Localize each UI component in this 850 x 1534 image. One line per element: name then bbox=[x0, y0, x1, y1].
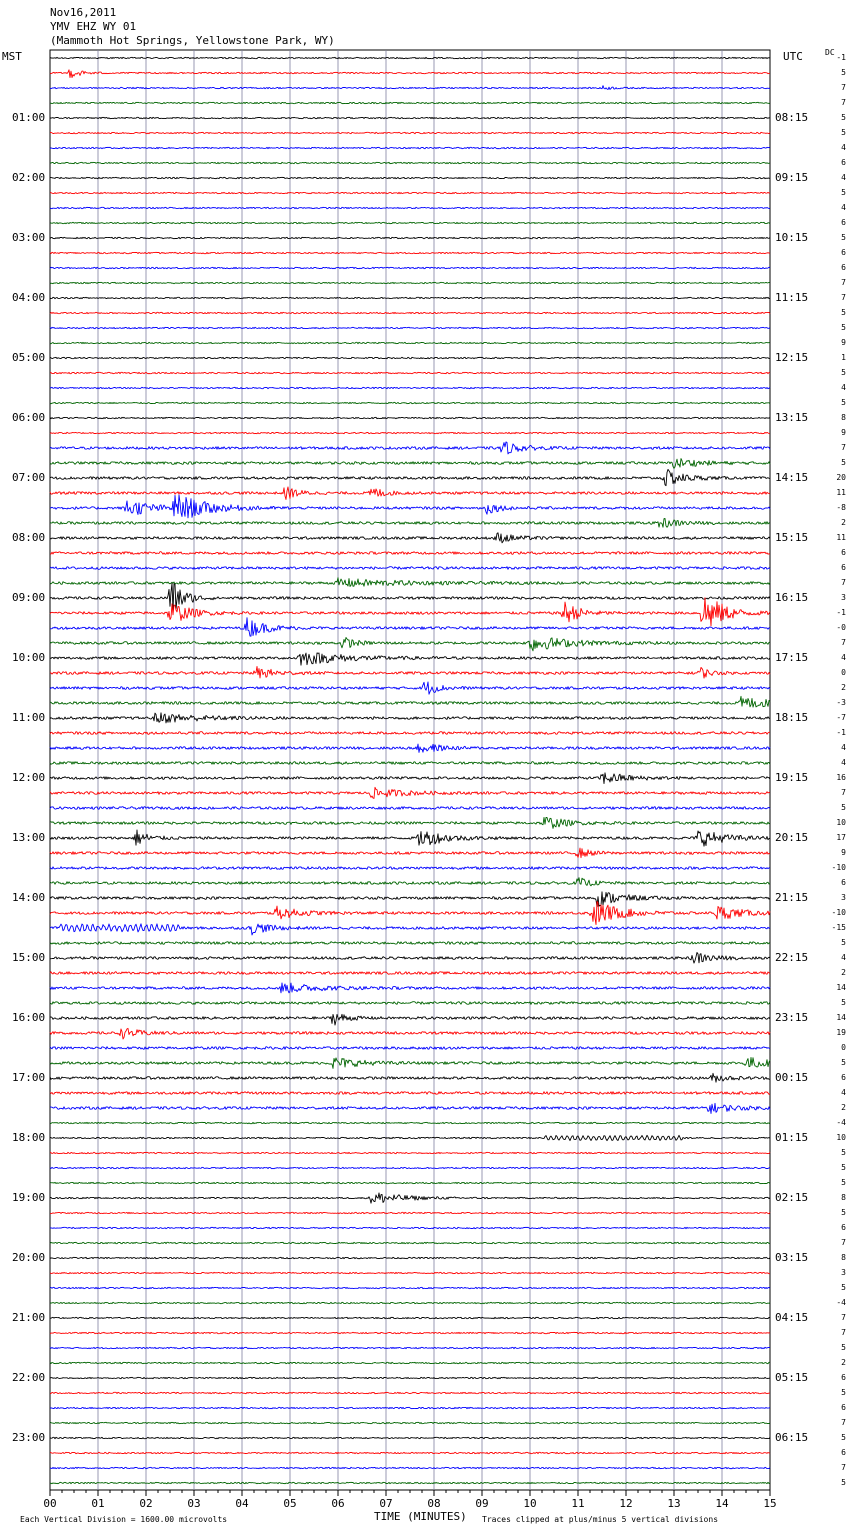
left-time-label: 23:00 bbox=[12, 1431, 46, 1444]
dc-offset-value: 7 bbox=[841, 578, 846, 587]
trace-row-18 bbox=[50, 327, 770, 328]
dc-offset-value: 9 bbox=[841, 428, 846, 437]
right-time-label: 12:15 bbox=[775, 351, 809, 364]
dc-offset-value: 7 bbox=[841, 1418, 846, 1427]
dc-offset-value: 5 bbox=[841, 1433, 846, 1442]
dc-offset-value: 4 bbox=[841, 203, 846, 212]
dc-offset-value: -10 bbox=[831, 908, 846, 917]
trace-row-49 bbox=[50, 787, 770, 798]
x-tick-label: 05 bbox=[283, 1497, 297, 1510]
trace-row-82 bbox=[50, 1287, 770, 1288]
dc-offset-value: 11 bbox=[836, 488, 846, 497]
x-tick-label: 08 bbox=[427, 1497, 441, 1510]
clipping-note: Traces clipped at plus/minus 5 vertical divisions bbox=[482, 1515, 719, 1524]
trace-row-93 bbox=[50, 1452, 770, 1453]
right-time-label: 16:15 bbox=[775, 591, 809, 604]
trace-row-92 bbox=[50, 1437, 770, 1438]
dc-offset-value: 5 bbox=[841, 1343, 846, 1352]
trace-row-61 bbox=[50, 972, 770, 975]
dc-offset-value: 4 bbox=[841, 758, 846, 767]
dc-offset-value: 0 bbox=[841, 668, 846, 677]
trace-row-13 bbox=[50, 252, 770, 253]
x-tick-label: 11 bbox=[571, 1497, 585, 1510]
trace-row-72 bbox=[50, 1135, 770, 1140]
trace-row-30 bbox=[50, 495, 770, 518]
trace-row-80 bbox=[50, 1257, 770, 1258]
trace-row-28 bbox=[50, 469, 770, 485]
trace-row-52 bbox=[50, 830, 770, 846]
dc-offset-value: 4 bbox=[841, 953, 846, 962]
vertical-division-note: Each Vertical Division = 1600.00 microvolts bbox=[20, 1515, 228, 1524]
dc-offset-value: 7 bbox=[841, 293, 846, 302]
x-tick-label: 07 bbox=[379, 1497, 393, 1510]
left-timezone-label: MST bbox=[2, 50, 22, 63]
x-axis-title: TIME (MINUTES) bbox=[374, 1510, 467, 1523]
trace-row-19 bbox=[50, 342, 770, 343]
dc-offset-value: 19 bbox=[836, 1028, 846, 1037]
trace-row-75 bbox=[50, 1182, 770, 1183]
right-time-label: 11:15 bbox=[775, 291, 809, 304]
right-timezone-label: UTC bbox=[783, 50, 803, 63]
dc-offset-value: 3 bbox=[841, 593, 846, 602]
dc-offset-value: 9 bbox=[841, 848, 846, 857]
dc-offset-value: 5 bbox=[841, 1208, 846, 1217]
dc-offset-value: 2 bbox=[841, 518, 846, 527]
dc-offset-value: 2 bbox=[841, 1103, 846, 1112]
right-time-label: 05:15 bbox=[775, 1371, 809, 1384]
dc-offset-value: 6 bbox=[841, 1373, 846, 1382]
dc-offset-value: -8 bbox=[836, 503, 846, 512]
right-time-label: 06:15 bbox=[775, 1431, 809, 1444]
dc-offset-value: 8 bbox=[841, 1253, 846, 1262]
dc-offset-value: 4 bbox=[841, 653, 846, 662]
dc-offset-value: -1 bbox=[836, 608, 846, 617]
right-time-label: 15:15 bbox=[775, 531, 809, 544]
dc-offset-value: 20 bbox=[836, 473, 846, 482]
dc-offset-value: 6 bbox=[841, 878, 846, 887]
left-time-label: 14:00 bbox=[12, 891, 46, 904]
dc-offset-value: -1 bbox=[836, 728, 846, 737]
dc-offset-value: -4 bbox=[836, 1118, 846, 1127]
left-time-label: 11:00 bbox=[12, 711, 46, 724]
dc-offset-value: 3 bbox=[841, 893, 846, 902]
trace-row-46 bbox=[50, 744, 770, 752]
trace-row-62 bbox=[50, 983, 770, 993]
dc-offset-value: 7 bbox=[841, 443, 846, 452]
trace-row-37 bbox=[50, 598, 770, 626]
dc-offset-value: 4 bbox=[841, 383, 846, 392]
dc-offset-value: -0 bbox=[836, 623, 846, 632]
trace-row-56 bbox=[50, 892, 770, 907]
dc-offset-value: 10 bbox=[836, 818, 846, 827]
trace-row-73 bbox=[50, 1152, 770, 1153]
dc-offset-value: -15 bbox=[831, 923, 846, 932]
left-time-label: 08:00 bbox=[12, 531, 46, 544]
trace-row-35 bbox=[50, 578, 770, 587]
left-time-label: 07:00 bbox=[12, 471, 46, 484]
trace-row-86 bbox=[50, 1347, 770, 1348]
trace-row-95 bbox=[50, 1482, 770, 1483]
trace-row-32 bbox=[50, 533, 770, 543]
dc-offset-value: 5 bbox=[841, 1478, 846, 1487]
dc-offset-value: 16 bbox=[836, 773, 846, 782]
dc-offset-value: 5 bbox=[841, 233, 846, 242]
trace-row-5 bbox=[50, 132, 770, 133]
dc-offset-value: 5 bbox=[841, 308, 846, 317]
x-tick-label: 15 bbox=[763, 1497, 777, 1510]
trace-row-15 bbox=[50, 282, 770, 283]
right-time-label: 02:15 bbox=[775, 1191, 809, 1204]
x-tick-label: 00 bbox=[43, 1497, 57, 1510]
right-time-label: 03:15 bbox=[775, 1251, 809, 1264]
dc-offset-value: -1 bbox=[836, 53, 846, 62]
dc-offset-value: -4 bbox=[836, 1298, 846, 1307]
trace-row-14 bbox=[50, 267, 770, 268]
trace-row-45 bbox=[50, 732, 770, 735]
dc-offset-value: 5 bbox=[841, 803, 846, 812]
trace-row-9 bbox=[50, 192, 770, 193]
right-time-label: 13:15 bbox=[775, 411, 809, 424]
trace-row-77 bbox=[50, 1212, 770, 1213]
dc-offset-value: 5 bbox=[841, 188, 846, 197]
trace-row-60 bbox=[50, 953, 770, 964]
trace-row-43 bbox=[50, 696, 770, 707]
dc-offset-value: 4 bbox=[841, 143, 846, 152]
dc-offset-value: 14 bbox=[836, 1013, 846, 1022]
right-time-label: 22:15 bbox=[775, 951, 809, 964]
dc-offset-value: 6 bbox=[841, 548, 846, 557]
trace-group bbox=[50, 57, 770, 1483]
trace-row-88 bbox=[50, 1377, 770, 1378]
trace-row-65 bbox=[50, 1028, 770, 1039]
dc-offset-value: 6 bbox=[841, 1403, 846, 1412]
trace-row-85 bbox=[50, 1332, 770, 1333]
dc-offset-value: 0 bbox=[841, 1043, 846, 1052]
trace-row-7 bbox=[50, 162, 770, 163]
dc-offset-value: -3 bbox=[836, 698, 846, 707]
x-tick-label: 09 bbox=[475, 1497, 489, 1510]
right-time-label: 21:15 bbox=[775, 891, 809, 904]
trace-row-8 bbox=[50, 177, 770, 178]
dc-offset-header: DC bbox=[825, 48, 835, 57]
dc-offset-value: 7 bbox=[841, 1313, 846, 1322]
trace-row-21 bbox=[50, 372, 770, 373]
dc-offset-value: 7 bbox=[841, 1463, 846, 1472]
dc-offset-value: 9 bbox=[841, 338, 846, 347]
dc-offset-value: 1 bbox=[841, 353, 846, 362]
left-time-label: 18:00 bbox=[12, 1131, 46, 1144]
right-time-label: 19:15 bbox=[775, 771, 809, 784]
trace-row-2 bbox=[50, 86, 770, 90]
x-tick-label: 02 bbox=[139, 1497, 153, 1510]
dc-offset-value: 5 bbox=[841, 458, 846, 467]
trace-row-78 bbox=[50, 1227, 770, 1228]
dc-offset-value: 10 bbox=[836, 1133, 846, 1142]
trace-row-1 bbox=[50, 70, 770, 78]
trace-row-20 bbox=[50, 357, 770, 358]
station-code: YMV EHZ WY 01 bbox=[50, 20, 137, 33]
left-time-label: 17:00 bbox=[12, 1071, 46, 1084]
left-time-label: 03:00 bbox=[12, 231, 46, 244]
left-time-label: 01:00 bbox=[12, 111, 46, 124]
dc-offset-value: 5 bbox=[841, 1148, 846, 1157]
x-tick-label: 14 bbox=[715, 1497, 729, 1510]
dc-offset-value: 5 bbox=[841, 938, 846, 947]
dc-offset-value: 2 bbox=[841, 968, 846, 977]
dc-offset-value: 6 bbox=[841, 158, 846, 167]
trace-row-94 bbox=[50, 1467, 770, 1468]
trace-row-26 bbox=[50, 442, 770, 454]
trace-row-69 bbox=[50, 1092, 770, 1095]
x-tick-label: 06 bbox=[331, 1497, 345, 1510]
right-time-label: 14:15 bbox=[775, 471, 809, 484]
dc-offset-value: 6 bbox=[841, 218, 846, 227]
right-time-label: 17:15 bbox=[775, 651, 809, 664]
trace-row-11 bbox=[50, 222, 770, 223]
trace-row-3 bbox=[50, 102, 770, 103]
x-tick-label: 13 bbox=[667, 1497, 681, 1510]
left-time-label: 13:00 bbox=[12, 831, 46, 844]
trace-row-48 bbox=[50, 773, 770, 784]
dc-offset-value: 6 bbox=[841, 1073, 846, 1082]
trace-row-10 bbox=[50, 207, 770, 208]
dc-offset-value: 3 bbox=[841, 1268, 846, 1277]
trace-row-59 bbox=[50, 942, 770, 945]
dc-offset-value: -7 bbox=[836, 713, 846, 722]
dc-offset-value: -10 bbox=[831, 863, 846, 872]
trace-row-25 bbox=[50, 432, 770, 433]
dc-offset-value: 5 bbox=[841, 368, 846, 377]
dc-offset-value: 6 bbox=[841, 263, 846, 272]
trace-row-34 bbox=[50, 567, 770, 570]
trace-row-42 bbox=[50, 682, 770, 694]
trace-row-70 bbox=[50, 1103, 770, 1113]
trace-row-90 bbox=[50, 1407, 770, 1408]
dc-offset-value: 5 bbox=[841, 128, 846, 137]
plot-date: Nov16,2011 bbox=[50, 6, 117, 19]
dc-offset-value: 7 bbox=[841, 98, 846, 107]
dc-offset-value: 7 bbox=[841, 1238, 846, 1247]
dc-offset-value: 7 bbox=[841, 83, 846, 92]
right-time-label: 00:15 bbox=[775, 1071, 809, 1084]
trace-row-57 bbox=[50, 901, 770, 924]
trace-row-33 bbox=[50, 552, 770, 555]
trace-row-66 bbox=[50, 1047, 770, 1050]
x-tick-label: 10 bbox=[523, 1497, 537, 1510]
trace-row-38 bbox=[50, 618, 770, 637]
trace-row-55 bbox=[50, 878, 770, 886]
left-time-label: 21:00 bbox=[12, 1311, 46, 1324]
dc-offset-value: 5 bbox=[841, 113, 846, 122]
dc-offset-value: 5 bbox=[841, 1058, 846, 1067]
trace-row-47 bbox=[50, 762, 770, 765]
trace-row-6 bbox=[50, 147, 770, 148]
left-time-label: 05:00 bbox=[12, 351, 46, 364]
right-time-label: 04:15 bbox=[775, 1311, 809, 1324]
dc-offset-value: 6 bbox=[841, 563, 846, 572]
dc-offset-value: 5 bbox=[841, 398, 846, 407]
left-time-label: 22:00 bbox=[12, 1371, 46, 1384]
left-time-label: 09:00 bbox=[12, 591, 46, 604]
trace-row-54 bbox=[50, 867, 770, 870]
trace-row-91 bbox=[50, 1422, 770, 1423]
trace-row-31 bbox=[50, 519, 770, 528]
x-tick-label: 01 bbox=[91, 1497, 105, 1510]
trace-row-87 bbox=[50, 1362, 770, 1363]
trace-row-16 bbox=[50, 297, 770, 298]
x-tick-label: 04 bbox=[235, 1497, 249, 1510]
trace-row-29 bbox=[50, 487, 770, 500]
trace-row-76 bbox=[50, 1193, 770, 1203]
dc-offset-value: 6 bbox=[841, 1448, 846, 1457]
trace-row-81 bbox=[50, 1272, 770, 1273]
dc-offset-value: 5 bbox=[841, 323, 846, 332]
left-time-label: 04:00 bbox=[12, 291, 46, 304]
dc-offset-value: 11 bbox=[836, 533, 846, 542]
dc-offset-value: 5 bbox=[841, 1178, 846, 1187]
dc-offset-value: 5 bbox=[841, 1283, 846, 1292]
right-time-label: 23:15 bbox=[775, 1011, 809, 1024]
trace-row-40 bbox=[50, 653, 770, 665]
trace-row-24 bbox=[50, 417, 770, 418]
trace-row-4 bbox=[50, 117, 770, 118]
trace-row-22 bbox=[50, 387, 770, 388]
dc-offset-value: 4 bbox=[841, 743, 846, 752]
dc-offset-value: 5 bbox=[841, 998, 846, 1007]
trace-row-74 bbox=[50, 1167, 770, 1168]
dc-offset-value: 6 bbox=[841, 1223, 846, 1232]
left-time-label: 02:00 bbox=[12, 171, 46, 184]
left-time-label: 15:00 bbox=[12, 951, 46, 964]
trace-row-27 bbox=[50, 459, 770, 469]
dc-offset-value: 4 bbox=[841, 173, 846, 182]
dc-offset-value: 8 bbox=[841, 413, 846, 422]
station-location: (Mammoth Hot Springs, Yellowstone Park, WY) bbox=[50, 34, 335, 47]
trace-row-23 bbox=[50, 402, 770, 403]
trace-row-51 bbox=[50, 817, 770, 828]
right-time-label: 20:15 bbox=[775, 831, 809, 844]
dc-offset-value: 7 bbox=[841, 1328, 846, 1337]
dc-offset-value: 4 bbox=[841, 1088, 846, 1097]
x-tick-label: 03 bbox=[187, 1497, 201, 1510]
left-time-label: 12:00 bbox=[12, 771, 46, 784]
dc-offset-value: 7 bbox=[841, 638, 846, 647]
trace-row-63 bbox=[50, 1002, 770, 1005]
trace-row-44 bbox=[50, 713, 770, 723]
trace-row-58 bbox=[50, 924, 770, 935]
dc-offset-value: 7 bbox=[841, 788, 846, 797]
right-time-label: 09:15 bbox=[775, 171, 809, 184]
trace-row-68 bbox=[50, 1073, 770, 1082]
dc-offset-value: 5 bbox=[841, 1163, 846, 1172]
trace-row-83 bbox=[50, 1302, 770, 1303]
trace-row-64 bbox=[50, 1014, 770, 1025]
left-time-label: 20:00 bbox=[12, 1251, 46, 1264]
right-time-label: 10:15 bbox=[775, 231, 809, 244]
right-time-label: 08:15 bbox=[775, 111, 809, 124]
dc-offset-value: 5 bbox=[841, 68, 846, 77]
left-time-label: 10:00 bbox=[12, 651, 46, 664]
trace-row-67 bbox=[50, 1058, 770, 1069]
dc-offset-value: 6 bbox=[841, 248, 846, 257]
left-time-label: 06:00 bbox=[12, 411, 46, 424]
trace-row-50 bbox=[50, 807, 770, 810]
dc-offset-value: 7 bbox=[841, 278, 846, 287]
trace-row-79 bbox=[50, 1242, 770, 1243]
trace-row-84 bbox=[50, 1317, 770, 1318]
dc-offset-value: 8 bbox=[841, 1193, 846, 1202]
dc-offset-value: 5 bbox=[841, 1388, 846, 1397]
trace-row-12 bbox=[50, 237, 770, 238]
trace-row-89 bbox=[50, 1392, 770, 1393]
trace-row-17 bbox=[50, 312, 770, 313]
right-time-label: 01:15 bbox=[775, 1131, 809, 1144]
dc-offset-value: 2 bbox=[841, 1358, 846, 1367]
trace-row-39 bbox=[50, 638, 770, 651]
trace-row-41 bbox=[50, 666, 770, 678]
dc-offset-value: 14 bbox=[836, 983, 846, 992]
left-time-label: 19:00 bbox=[12, 1191, 46, 1204]
dc-offset-value: 2 bbox=[841, 683, 846, 692]
trace-row-71 bbox=[50, 1122, 770, 1123]
plot-frame bbox=[50, 50, 770, 1490]
left-time-label: 16:00 bbox=[12, 1011, 46, 1024]
trace-row-0 bbox=[50, 57, 770, 58]
x-tick-label: 12 bbox=[619, 1497, 633, 1510]
trace-row-53 bbox=[50, 848, 770, 858]
trace-row-36 bbox=[50, 583, 770, 610]
dc-offset-value: 17 bbox=[836, 833, 846, 842]
right-time-label: 18:15 bbox=[775, 711, 809, 724]
